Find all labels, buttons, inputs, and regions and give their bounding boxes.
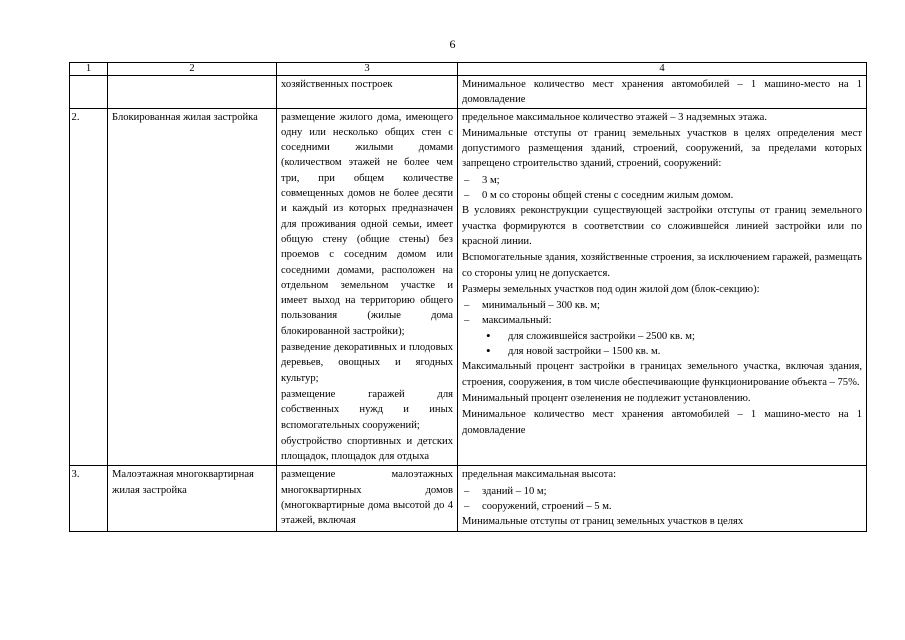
cont-params-cell: Минимальное количество мест хранения автомобилей – 1 машино-место на 1 домовладение	[458, 76, 867, 109]
dash-list-item: – минимальный – 300 кв. м;	[462, 298, 862, 313]
cont-uses-cell: хозяйственных построек	[277, 76, 458, 109]
param-text: Минимальное количество мест хранения автомобилей – 1 машино-место на 1 домовладение	[462, 409, 862, 436]
page-number: 6	[449, 37, 456, 51]
param-text: Максимальный процент застройки в границах земельного участка, включая здания, строения, сооружения, в том числе обеспечивающие функционирование объекта – 75%.	[462, 361, 862, 388]
zoning-regulations-table	[69, 62, 867, 532]
dash-list-item: – сооружений, строений – 5 м.	[462, 499, 862, 514]
dash-list-item: – 0 м со стороны общей стены с соседним жилым домом.	[462, 188, 862, 203]
permitted-uses-cell	[277, 108, 458, 466]
param-text: предельное максимальное количество этажей – 3 надземных этажа.	[462, 111, 767, 123]
header-col-2: 2	[108, 63, 277, 76]
param-text: Вспомогательные здания, хозяйственные строения, за исключением гаражей, размещать со стороны улиц не допускается.	[462, 252, 862, 279]
use-item: размещение жилого дома, имеющего одну или несколько общих стен с соседними жилыми домами (количеством этажей не более чем три, при общем количестве совмещенных домов не более десяти и каждый из которых предназначен для проживания одной семьи, имеет общую стену (общие стены) без проемов с соседним домом или соседними домами, расположен на отдельном земельном участке и имеет выход на территорию общего пользования (жилые дома блокированной застройки);	[281, 111, 453, 337]
dash-list-item: – максимальный:	[462, 313, 862, 328]
cell-empty	[70, 76, 108, 109]
bullet-list-item: • для сложившейся застройки – 2500 кв. м;	[462, 329, 862, 344]
zone-name-cell: Малоэтажная многоквартирная жилая застройка	[108, 466, 277, 531]
table-row-3	[70, 466, 867, 531]
row-number: 2.	[71, 111, 80, 123]
header-col-3: 3	[277, 63, 458, 76]
param-text: предельная максимальная высота:	[462, 469, 617, 481]
use-item: размещение гаражей для собственных нужд и иных вспомогательных сооружений;	[281, 388, 453, 431]
table-header-row	[70, 63, 867, 76]
row-number-cell	[70, 466, 108, 531]
parameters-cell	[458, 108, 867, 466]
param-text: Минимальные отступы от границ земельных участков в целях определения мест допустимого размещения зданий, строений, сооружений, за пределами которых запрещено строительство зданий, строений, сооружений:	[462, 127, 862, 170]
row-number: 3.	[71, 469, 80, 481]
param-text: В условиях реконструкции существующей застройки отступы от границ земельного участка формируются в соответствии со сложившейся линией застройки или по красной линии.	[462, 205, 862, 247]
use-item: разведение декоративных и плодовых деревьев, овощных и ягодных культур;	[281, 342, 453, 384]
bullet-list-item: • для новой застройки – 1500 кв. м.	[462, 344, 862, 359]
header-col-4: 4	[458, 63, 867, 76]
permitted-uses-cell: размещение малоэтажных многоквартирных домов (многоквартирные дома высотой до 4 этажей, включая	[277, 466, 458, 531]
param-text: Минимальный процент озеленения не подлежит установлению.	[462, 392, 751, 404]
dash-list-item: – зданий – 10 м;	[462, 484, 862, 499]
zone-name-cell: Блокированная жилая застройка	[108, 108, 277, 466]
parameters-cell	[458, 466, 867, 531]
row-number-cell	[70, 108, 108, 466]
dash-list-item: – 3 м;	[462, 173, 862, 188]
table-row-continuation	[70, 76, 867, 109]
header-col-1: 1	[70, 63, 108, 76]
cell-empty	[108, 76, 277, 109]
param-text: Размеры земельных участков под один жилой дом (блок-секцию):	[462, 283, 760, 295]
use-item: обустройство спортивных и детских площадок, площадок для отдыха	[281, 435, 453, 463]
table-row-2	[70, 108, 867, 466]
param-text: Минимальные отступы от границ земельных участков в целях	[462, 516, 744, 528]
